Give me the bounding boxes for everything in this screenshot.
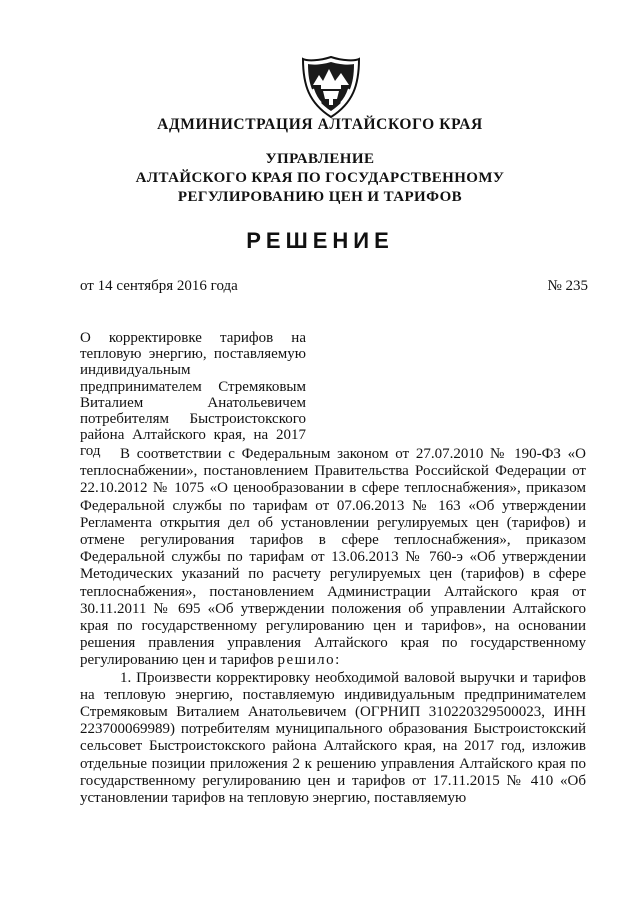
department-line: РЕГУЛИРОВАНИЮ ЦЕН И ТАРИФОВ bbox=[177, 189, 463, 205]
preamble-paragraph bbox=[80, 446, 586, 670]
decided-text: решило: bbox=[277, 652, 341, 669]
document-type: РЕШЕНИЕ bbox=[246, 228, 394, 253]
department-line: УПРАВЛЕНИЕ bbox=[265, 151, 375, 167]
document-date: от 14 сентября 2016 года bbox=[80, 278, 238, 294]
item-1-paragraph: 1. Произвести корректировку необходимой валовой выручки и тарифов на тепловую энергию, поставляемую индивидуальным предпринимателем Стремяковым Виталием Анатольевичем (ОГРНИП 310220329500023, ИНН 223700069989) потребителям муниципального образования Быстроистокский сельсовет Быстроистокского района Алтайского края, на 2017 год, изложив отдельные позиции приложения 2 к решению управления Алтайского края по государственному регулированию цен и тарифов от 17.11.2015 № 410 «Об установлении тарифов на тепловую энергию, поставляемую bbox=[80, 669, 586, 807]
department-name bbox=[0, 150, 640, 207]
document-subject: О корректировке тарифов на тепловую энергию, поставляемую индивидуальным предпринимателем Стремяковым Виталием Анатольевичем потребителям Быстроистокского района Алтайского края, на 2017 год bbox=[80, 330, 306, 460]
altai-coat-of-arms-icon bbox=[299, 55, 363, 119]
organization-name: АДМИНИСТРАЦИЯ АЛТАЙСКОГО КРАЯ bbox=[157, 116, 483, 133]
document-body bbox=[80, 446, 586, 807]
document-number: № 235 bbox=[547, 278, 588, 294]
preamble-text: В соответствии с Федеральным законом от 27.07.2010 № 190-ФЗ «О теплоснабжении», постановлением Правительства Российской Федерации от 22.10.2012 № 1075 «О ценообразовании в сфере теплоснабжения», приказом Федеральной службы по тарифам от 07.06.2013 № 163 «Об утверждении Регламента открытия дел об установлении регулируемых цен (тарифов) и отмене регулирования тарифов в сфере теплоснабжения», приказом Федеральной службы по тарифам от 13.06.2013 № 760-э «Об утверждении Методических указаний по расчету регулируемых цен (тарифов) в сфере теплоснабжения», постановлением Администрации Алтайского края от 30.11.2011 № 695 «Об утверждении положения об управлении Алтайского края по государственному регулированию цен и тарифов», на основании решения правления управления Алтайского края по государственному регулированию цен и тарифов bbox=[80, 446, 586, 669]
department-line: АЛТАЙСКОГО КРАЯ ПО ГОСУДАРСТВЕННОМУ bbox=[135, 170, 505, 186]
